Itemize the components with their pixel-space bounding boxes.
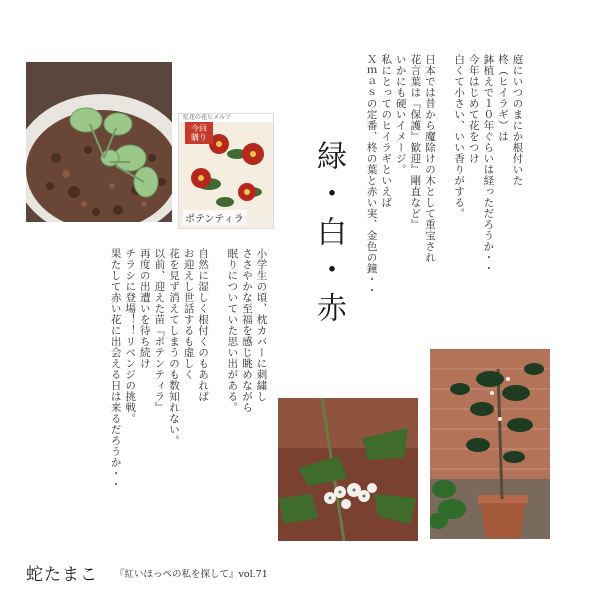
white-flowers-illustration (278, 398, 418, 541)
essay-line: 眠りについていた思い出がある。 (226, 248, 239, 413)
essay-line: 私にとってのヒイラギといえば (380, 54, 393, 208)
essay-potentilla (108, 248, 269, 538)
tag-badge: 今回 購り (185, 122, 213, 144)
essay-line: 小学生の頃、枕カバーに刺繍し (255, 248, 268, 402)
holly-pot-illustration (430, 349, 550, 539)
essay-line: 花を見ず消えてしまうのも数知れない。 (167, 248, 180, 446)
essay-line: いかにも硬いイメージ。 (394, 54, 407, 175)
page-title: 緑・白・赤 (311, 140, 346, 330)
essay-blank-line (437, 54, 452, 344)
essay-line: お迎えし世話するも虚しく (182, 248, 195, 380)
essay-line: 果たして赤い花に出会える日は来るだろうか・・ (109, 248, 122, 490)
series-title: 『紅いほっぺの私を探して』vol.71 (115, 569, 268, 580)
seedling-illustration (26, 62, 172, 222)
essay-blank-line (210, 248, 225, 538)
essay-line: 再度の出遭いを待ち続け (138, 248, 151, 369)
essay-line: チラシに登場！！リベンジの挑戦。 (124, 248, 137, 424)
essay-line: 鉢植えで１０年ぐらいは経っただろうか・・ (482, 54, 495, 274)
seedling-photo (26, 62, 172, 222)
essay-line: 白くて小さい、いい香りがする。 (453, 54, 466, 219)
potted-holly-photo (430, 349, 550, 539)
essay-line: 庭にいつのまにか根付いた (511, 54, 524, 186)
essay-line: 今年はじめて花をつけ (467, 54, 480, 164)
tag-strip: 紅花の花ヒメルフ (179, 114, 273, 122)
essay-line: 以前、迎えた苗『ポテンティラ』 (153, 248, 166, 413)
essay-line: 花言葉は『保護』歓迎』剛直など』 (409, 54, 422, 230)
essay-line: 柊（ヒイラギ）は (496, 54, 509, 142)
author-name: 蛇たまこ (26, 565, 98, 585)
potentilla-tag-photo (178, 113, 274, 229)
essay-line: ささやかな至福を感じ眺めながら (240, 248, 253, 413)
essay-hiiragi (364, 54, 525, 344)
tag-label: ポテンティラ (183, 210, 246, 225)
essay-line: Ｘｍａｓの定番、柊の葉と赤い実、金色の鐘・・ (365, 54, 378, 296)
essay-line: 日本では昔から魔除けの木として重宝され (423, 54, 436, 263)
holly-flowers-photo (278, 398, 418, 541)
essay-line: 自然に湿しく根付くのもあれば (197, 248, 210, 402)
